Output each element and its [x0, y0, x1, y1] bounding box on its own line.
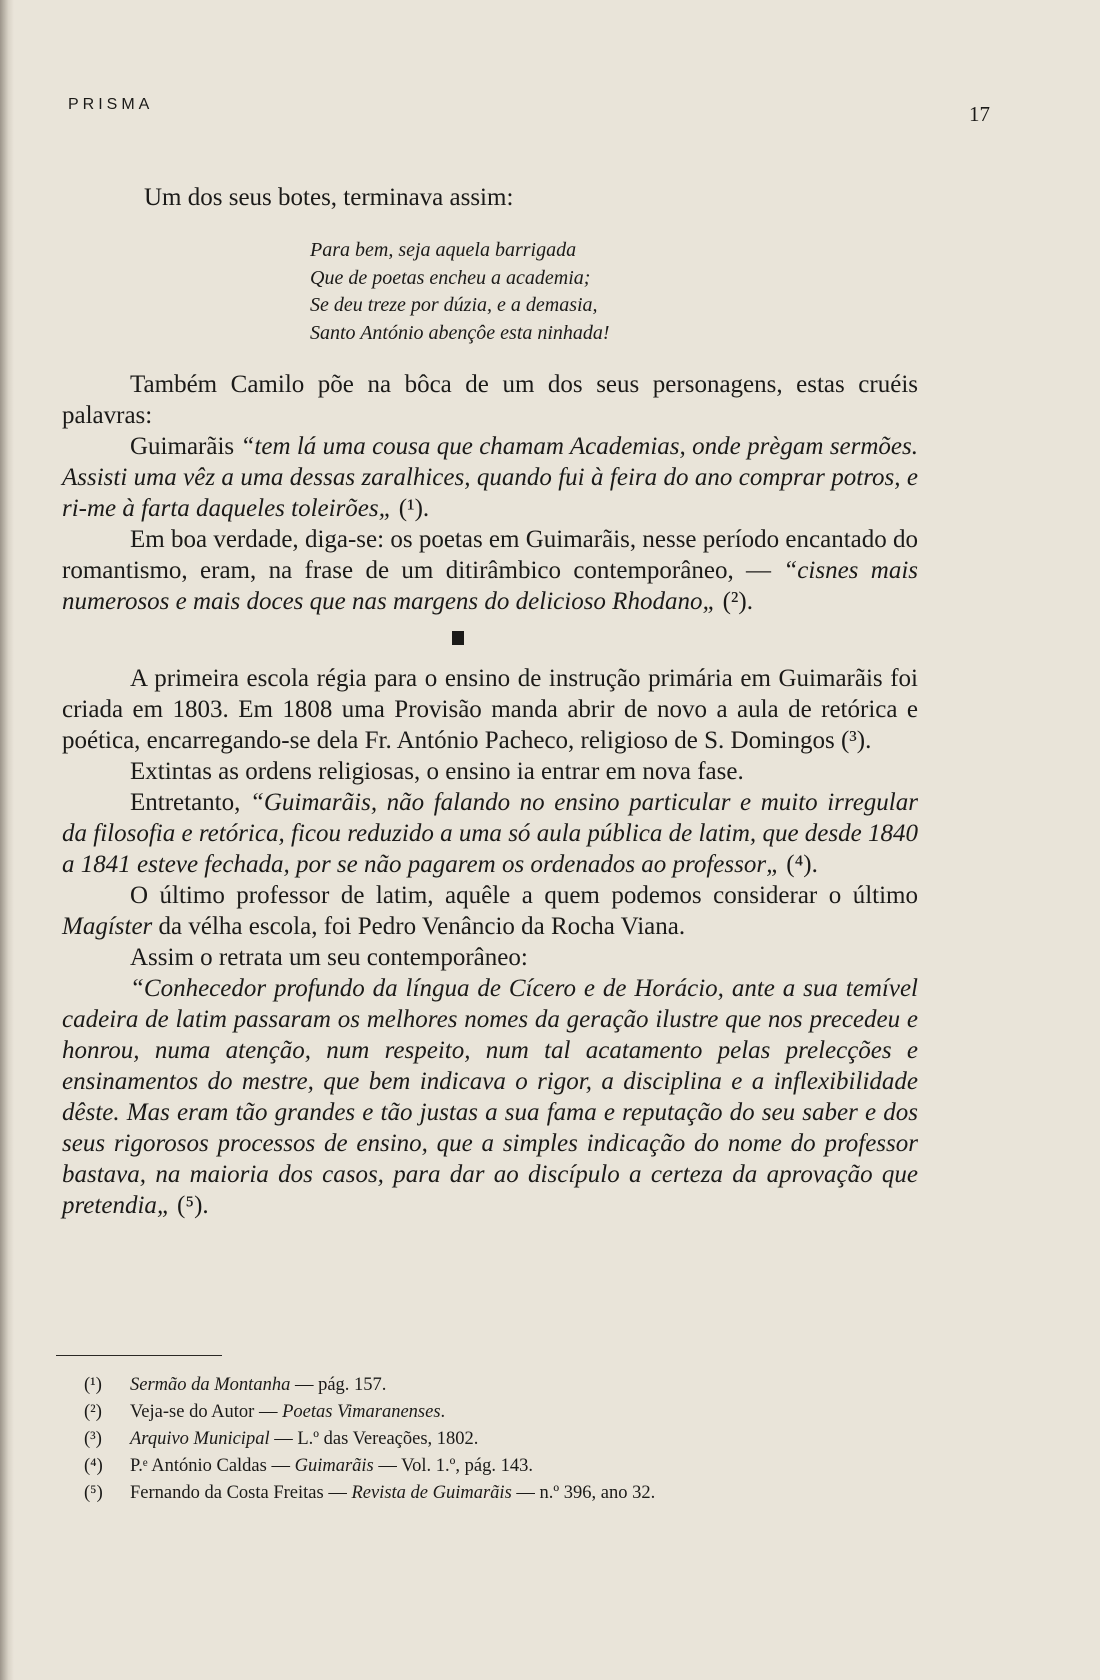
running-title: PRISMA — [68, 96, 154, 113]
footnote-mark: (¹) — [84, 1375, 102, 1395]
text-run: Entretanto, — [130, 789, 250, 816]
verse-block — [310, 237, 918, 347]
magister-word: Magíster — [62, 913, 153, 940]
footnote-5 — [84, 1480, 656, 1507]
text-run: Guimarãis — [130, 433, 241, 460]
footnote-text: P.ᵉ António Caldas — — [130, 1456, 295, 1476]
footnote-ref: (⁴). — [780, 851, 818, 878]
footnote-2 — [84, 1399, 655, 1426]
footnote-ref: (¹). — [392, 495, 430, 522]
page-header — [68, 96, 990, 126]
paragraph-extintas: Extintas as ordens religiosas, o ensino ia entrar em nova fase. — [130, 758, 744, 785]
verse-line: Que de poetas encheu a academia; — [310, 266, 591, 289]
footnote-1 — [84, 1372, 655, 1399]
paragraph-assim: Assim o retrata um seu contemporâneo: — [130, 944, 528, 971]
verse-line: Santo António abençôe esta ninhada! — [310, 321, 610, 344]
separator-square-icon — [452, 631, 464, 645]
footnote-title: Sermão da Montanha — [130, 1375, 291, 1395]
footnote-ref: (⁵). — [170, 1192, 209, 1219]
paragraph-intro: Um dos seus botes, terminava assim: — [144, 184, 514, 211]
quotation: “Conhecedor profundo da língua de Cícero e de Horácio, ante a sua temível cadeira de latim passaram os melhores nomes da geração ilustre que nos precedeu e honrou, numa atenção, num respeito, num tal acatamento pelas prelecções e ensinamentos do mestre, que bem indicava o rigor, a disciplina e a inflexibilidade dêste. Mas eram tão grandes e tão justas a sua fama e reputação do seu saber e dos seus rigorosos processos de ensino, que a simples indicação do nome do professor bastava, na maioria dos casos, para dar ao discípulo a certeza da aprovação que pretendia„ — [62, 975, 918, 1219]
footnotes — [84, 1372, 656, 1507]
section-separator — [62, 617, 918, 663]
text-run: Em boa verdade, diga-se: os poetas em Guimarãis, nesse período encantado do romantismo, eram, na frase de um ditirâmbico contemporâneo, — — [62, 526, 918, 584]
paragraph-boa-verdade — [62, 524, 918, 617]
footnote-text: — L.º das Vereações, 1802. — [269, 1429, 479, 1449]
main-text — [62, 182, 918, 1221]
paragraph-guimaraes — [62, 431, 918, 524]
footnote-ref: (²). — [716, 588, 754, 615]
page-binding-edge — [0, 0, 14, 1680]
footnote-4 — [84, 1453, 655, 1480]
footnote-text: — pág. 157. — [290, 1375, 387, 1395]
footnote-mark: (⁵) — [84, 1483, 103, 1503]
paragraph-conhecedor — [62, 973, 918, 1221]
text-run: da vélha escola, foi Pedro Venâncio da Rocha Viana. — [152, 913, 686, 940]
footnote-mark: (⁴) — [84, 1456, 103, 1476]
verse-line: Para bem, seja aquela barrigada — [310, 239, 577, 261]
footnote-text: Fernando da Costa Freitas — — [130, 1483, 352, 1503]
footnote-mark: (²) — [84, 1402, 102, 1422]
footnote-text: — n.º 396, ano 32. — [511, 1483, 656, 1503]
quotation: “tem lá uma cousa que chamam Academias, onde prègam sermões. Assisti uma vêz a uma dessas zaralhices, quando fui à feira do ano comprar potros, e ri-me à farta daqueles toleirões„ — [62, 433, 918, 522]
paragraph-escola-regia: A primeira escola régia para o ensino de instrução primária em Guimarãis foi criada em 1803. Em 1808 uma Provisão manda abrir de novo a aula de retórica e poética, encarregando-se dela Fr. António Pacheco, religioso de S. Domingos (³). — [62, 665, 918, 754]
footnote-title: Guimarãis — [294, 1456, 374, 1476]
verse-line: Se deu treze por dúzia, e a demasia, — [310, 294, 598, 316]
text-run: O último professor de latim, aquêle a quem podemos considerar o último — [130, 882, 918, 909]
quotation: “cisnes mais numerosos e mais doces que nas margens do delicioso Rhodano„ — [62, 557, 918, 615]
footnote-title: Arquivo Municipal — [130, 1429, 270, 1449]
paragraph-ultimo-professor — [62, 880, 918, 942]
footnote-text: . — [440, 1402, 446, 1422]
footnote-text: Veja-se do Autor — — [130, 1402, 283, 1422]
footnote-mark: (³) — [84, 1429, 102, 1449]
footnote-rule — [56, 1355, 222, 1356]
paragraph-entretanto — [62, 787, 918, 880]
footnote-text: — Vol. 1.º, pág. 143. — [373, 1456, 533, 1476]
footnote-3 — [84, 1426, 655, 1453]
footnote-title: Poetas Vimaranenses — [282, 1402, 441, 1422]
page-number: 17 — [969, 102, 990, 126]
quotation: “Guimarãis, não falando no ensino particular e muito irregular da filosofia e retórica, ficou reduzido a uma só aula pública de latim, que desde 1840 a 1841 esteve fechada, por se não pagarem os ordenados ao professor„ — [62, 789, 918, 878]
footnote-title: Revista de Guimarãis — [351, 1483, 512, 1503]
paragraph-camilo: Também Camilo põe na bôca de um dos seus personagens, estas cruéis palavras: — [62, 371, 918, 429]
